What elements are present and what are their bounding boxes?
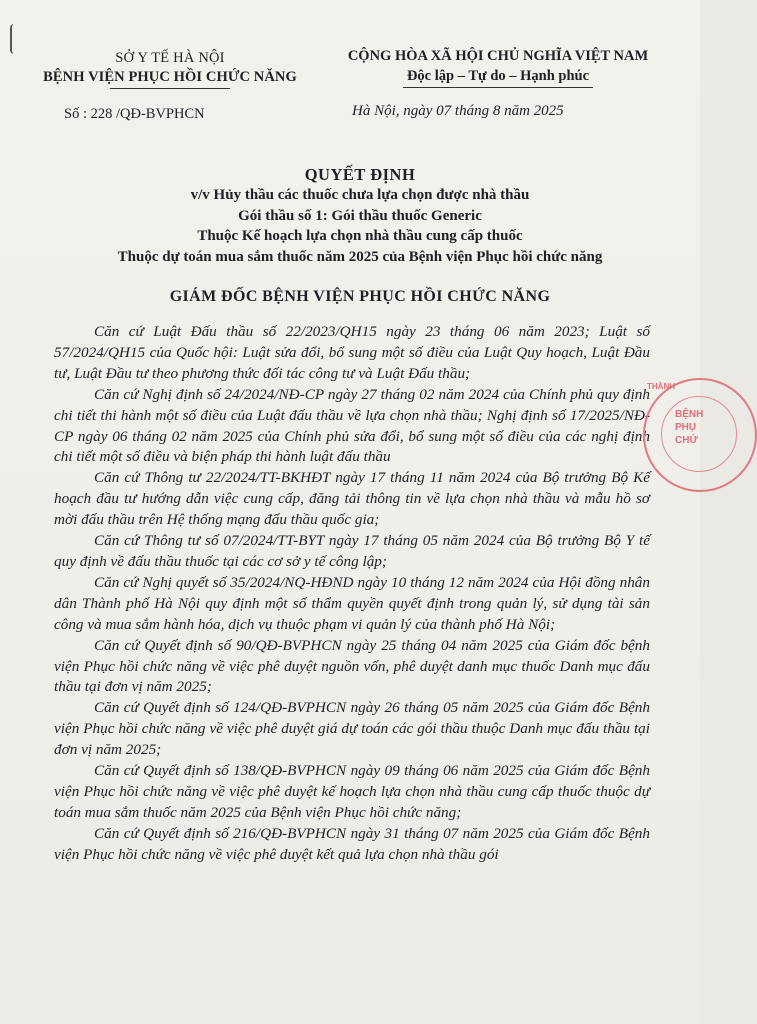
paragraph: Căn cứ Thông tư 22/2024/TT-BKHĐT ngày 17 tháng 11 năm 2024 của Bộ trưởng Bộ Kế hoạch đầu tư hướng dẫn việc cung cấp, đăng tải thông tin về lựa chọn nhà thầu và mẫu hồ sơ mời đấu thầu trên Hệ thống mạng đấu thầu quốc gia; xyxy=(54,469,650,529)
paragraph: Căn cứ Nghị định số 24/2024/NĐ-CP ngày 27 tháng 02 năm 2024 của Chính phủ quy định chi tiết thi hành một số điều của Luật đấu thầu về lựa chọn nhà thầu; Nghị định số 17/2025/NĐ-CP ngày 06 tháng 02 năm 2025 của Chính phủ sửa đổi, bổ sung một số điều của các nghị định chi tiết một số điều và biện pháp thi hành luật đấu thầu xyxy=(54,385,650,466)
seal-center-text: BỆNH PHỤ CHỨ xyxy=(675,409,704,446)
document-date: Hà Nội, ngày 07 tháng 8 năm 2025 xyxy=(352,103,564,119)
issuing-organization xyxy=(40,49,300,89)
national-heading xyxy=(318,46,678,88)
motto: Độc lập – Tự do – Hạnh phúc xyxy=(406,68,590,84)
paragraph: Căn cứ Quyết định số 124/QĐ-BVPHCN ngày 26 tháng 05 năm 2025 của Giám đốc Bệnh viện Phục hồi chức năng về việc phê duyệt giá dự toán các gói thầu thuộc Danh mục đấu thầu tại đơn vị năm 2025; xyxy=(54,699,650,759)
decision-title xyxy=(60,165,660,267)
paragraph: Căn cứ Thông tư số 07/2024/TT-BYT ngày 17 tháng 05 năm 2024 của Bộ trưởng Bộ Y tế quy định về đấu thầu thuốc tại các cơ sở y tế công lập; xyxy=(54,532,650,570)
title-line-2: Gói thầu số 1: Gói thầu thuốc Generic xyxy=(238,207,482,224)
org-underline xyxy=(110,88,230,89)
paragraph: Căn cứ Quyết định số 216/QĐ-BVPHCN ngày 31 tháng 07 năm 2025 của Giám đốc Bệnh viện Phục hồi chức năng về việc phê duyệt kết quả lựa chọn nhà thầu gói xyxy=(54,824,650,863)
paragraph: Căn cứ Luật Đấu thầu số 22/2023/QH15 ngày 23 tháng 06 năm 2023; Luật số 57/2024/QH15 của Quốc hội: Luật sửa đổi, bổ sung một số điều của Luật Quy hoạch, Luật Đầu tư, Luật Đầu tư theo phương thức đối tác công tư và Luật Đấu thầu; xyxy=(54,323,650,382)
org-parent: SỞ Y TẾ HÀ NỘI xyxy=(115,50,225,66)
title-line-1: v/v Hủy thầu các thuốc chưa lựa chọn được nhà thầu xyxy=(190,187,530,203)
title-line-3: Thuộc Kế hoạch lựa chọn nhà thầu cung cấp thuốc xyxy=(197,228,523,244)
seal-ring-text: THÀNH xyxy=(647,382,675,391)
paragraph: Căn cứ Quyết định số 138/QĐ-BVPHCN ngày 09 tháng 06 năm 2025 của Giám đốc Bệnh viện Phục hồi chức năng về việc phê duyệt kế hoạch lựa chọn nhà thầu cung cấp thuốc thuộc dự toán mua sắm thuốc năm 2025 của Bệnh viện Phục hồi chức năng; xyxy=(54,762,650,821)
paragraph: Căn cứ Nghị quyết số 35/2024/NQ-HĐND ngày 10 tháng 12 năm 2024 của Hội đồng nhân dân Thành phố Hà Nội quy định một số thẩm quyền quyết định trong quản lý, sử dụng tài sản công và mua sắm hành hóa, dịch vụ thuộc phạm vi quản lý của thành phố Hà Nội; xyxy=(54,573,650,633)
red-seal-stamp xyxy=(643,378,757,492)
paragraph: Căn cứ Quyết định số 90/QĐ-BVPHCN ngày 25 tháng 04 năm 2025 của Giám đốc bệnh viện Phục hồi chức năng về việc phê duyệt nguồn vốn, phê duyệt danh mục thuốc Danh mục đấu thầu tại đơn vị năm 2025; xyxy=(54,636,650,696)
margin-mark xyxy=(10,24,18,54)
decision-heading: QUYẾT ĐỊNH xyxy=(304,165,416,184)
motto-underline xyxy=(403,87,593,88)
country-name: CỘNG HÒA XÃ HỘI CHỦ NGHĨA VIỆT NAM xyxy=(347,48,649,64)
org-name: BỆNH VIỆN PHỤC HỒI CHỨC NĂNG xyxy=(43,69,297,85)
title-line-4: Thuộc dự toán mua sắm thuốc năm 2025 của Bệnh viện Phục hồi chức năng xyxy=(117,248,603,265)
document-number: Số : 228 /QĐ-BVPHCN xyxy=(64,106,205,122)
legal-basis xyxy=(54,322,650,866)
director-heading: GIÁM ĐỐC BỆNH VIỆN PHỤC HỒI CHỨC NĂNG xyxy=(169,288,551,305)
